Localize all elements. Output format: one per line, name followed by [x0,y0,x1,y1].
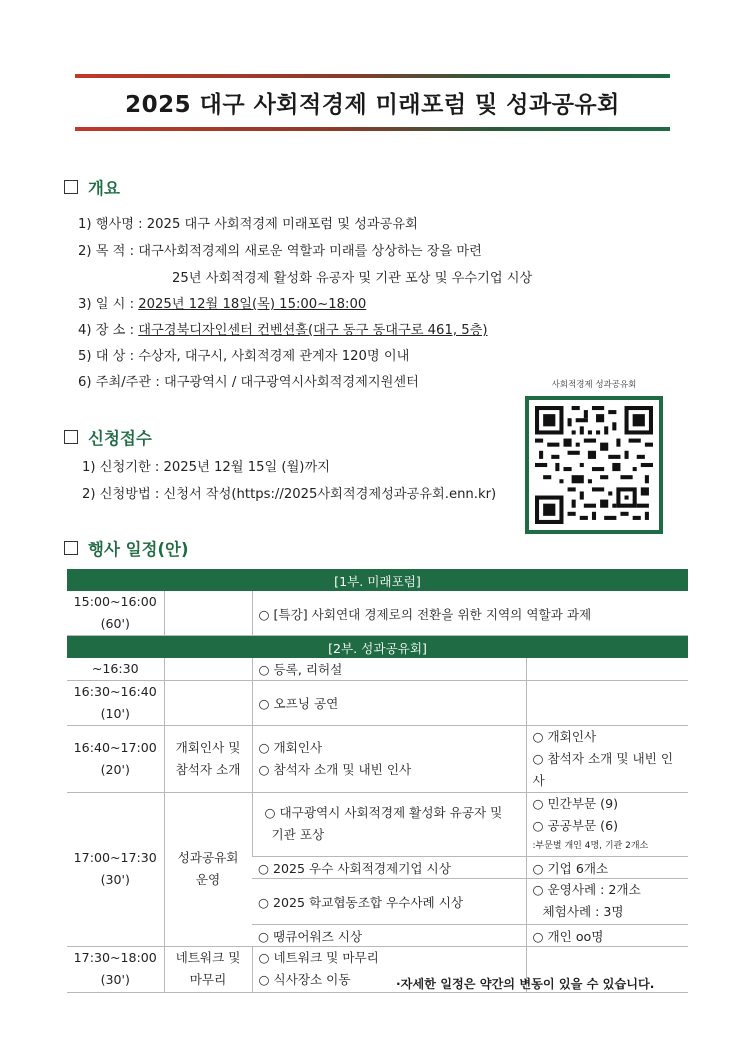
section-schedule-heading [64,536,189,560]
note-cell: ○ 기업 6개소 [526,856,688,878]
program-text: ○ 식사장소 이동 [258,972,351,987]
program-text: ○ 네트워크 및 마무리 [258,950,379,965]
program-cell: ○ 오프닝 공연 [252,680,526,725]
table-row [67,725,688,792]
table-row [67,591,688,636]
section-overview-heading [64,175,120,199]
overview-target: 5) 대 상 : 수상자, 대구시, 사회적경제 관계자 120명 이내 [78,349,410,364]
qr-pattern-icon [535,406,653,524]
duration-text: (30') [100,972,130,987]
overview-date-label: 3) 일 시 : [78,297,139,312]
note-cell [526,792,688,856]
registration-method[interactable]: 2) 신청방법 : 신청서 작성(https://2025사회적경제성과공유회.enn.kr) [82,487,497,502]
overview-venue-value: 대구경북디자인센터 컨벤션홀(대구 동구 동대구로 461, 5층) [138,323,488,338]
overview-date [78,293,366,312]
checkbox-square-icon [64,541,78,555]
section-schedule-label: 행사 일정(안) [88,540,189,559]
note-text: ○ 운영사례 : 2개소 [532,882,641,897]
category-cell [164,591,252,636]
category-cell [164,946,252,992]
note-cell [526,680,688,725]
program-cell: ○ 등록, 리허설 [252,658,526,680]
qr-caption: 사회적경제 성과공유회 [551,380,637,390]
qr-code[interactable] [525,396,663,534]
category-text: 성과공유회 [177,850,239,865]
time-text: 15:00~16:00 [73,594,157,609]
part1-header-row [67,569,688,591]
category-text: 개회인사 및 [175,739,241,755]
category-cell [164,680,252,725]
registration-deadline: 1) 신청기한 : 2025년 12월 15일 (월)까지 [82,460,330,475]
program-text: ○ 대구광역시 사회적경제 활성화 유공자 및 [264,805,503,820]
overview-date-value: 2025년 12월 18일(목) 15:00~18:00 [138,297,367,312]
duration-text: (60') [100,616,130,631]
checkbox-square-icon [64,430,78,444]
overview-purpose-cont: 25년 사회적경제 활성화 유공자 및 기관 포상 및 우수기업 시상 [172,271,533,286]
title-bottom-rule [75,127,670,131]
note-cell: ○ 개인 oo명 [526,924,688,946]
title-banner [75,74,670,132]
time-cell [67,725,164,792]
overview-event-name: 1) 행사명 : 2025 대구 사회적경제 미래포럼 및 성과공유회 [78,217,418,232]
note-cell [526,658,688,680]
table-row [67,680,688,725]
checkbox-square-icon [64,180,78,194]
note-cell [526,878,688,924]
program-cell: ○ 2025 학교협동조합 우수사례 시상 [252,878,526,924]
category-text: 네트워크 및 [175,950,241,965]
overview-venue-label: 4) 장 소 : [78,323,139,338]
overview-host: 6) 주최/주관 : 대구광역시 / 대구광역시사회적경제지원센터 [78,375,419,390]
overview-purpose: 2) 목 적 : 대구사회적경제의 새로운 역할과 미래를 상상하는 장을 마련 [78,244,482,259]
category-cell [164,725,252,792]
time-cell [67,792,164,946]
part2-header: [2부. 성과공유회] [67,636,688,659]
page-title: 2025 대구 사회적경제 미래포럼 및 성과공유회 [125,92,620,118]
duration-text: (30') [100,872,130,887]
time-text: 17:00~17:30 [73,850,157,865]
note-text: ○ 공공부문 (6) [532,818,618,833]
program-text: ○ 개회인사 [258,739,323,755]
overview-venue [78,319,488,338]
category-text: 참석자 소개 [175,761,241,777]
note-text: ○ 개회인사 [532,728,597,744]
section-registration-heading [64,425,152,449]
time-text: 17:30~18:00 [73,950,157,965]
part1-header: [1부. 미래포럼] [67,569,688,591]
duration-text: (10') [100,705,130,721]
category-cell [164,658,252,680]
section-overview-label: 개요 [88,179,120,198]
part2-header-row [67,636,688,659]
time-text: 16:30~16:40 [73,683,157,699]
program-text: 기관 포상 [271,827,325,842]
program-cell [252,792,526,856]
note-cell [526,725,688,792]
program-text: ○ 참석자 소개 및 내빈 인사 [258,761,412,777]
program-cell [252,725,526,792]
category-text: 운영 [195,872,221,887]
category-text: 마무리 [189,972,227,987]
schedule-table [67,569,688,993]
section-registration-label: 신청접수 [88,429,152,448]
note-text: ○ 참석자 소개 및 내빈 인사 [532,750,673,788]
time-cell [67,591,164,636]
table-row [67,658,688,680]
table-row [67,792,688,856]
time-cell: ~16:30 [67,658,164,680]
program-cell: ○ [특강] 사회연대 경제로의 전환을 위한 지역의 역할과 과제 [252,591,688,636]
footnote: ·자세한 일정은 약간의 변동이 있을 수 있습니다. [396,977,655,991]
program-cell: ○ 2025 우수 사회적경제기업 시상 [252,856,526,878]
time-cell [67,680,164,725]
note-text: ○ 민간부문 (9) [532,796,618,811]
category-cell [164,792,252,946]
program-cell: ○ 땡큐어워즈 시상 [252,924,526,946]
time-text: 16:40~17:00 [73,739,157,755]
time-cell [67,946,164,992]
duration-text: (20') [100,761,130,777]
note-text: 체험사례 : 3명 [542,904,624,919]
note-subtext: :부문별 개인 4명, 기관 2개소 [532,841,649,851]
